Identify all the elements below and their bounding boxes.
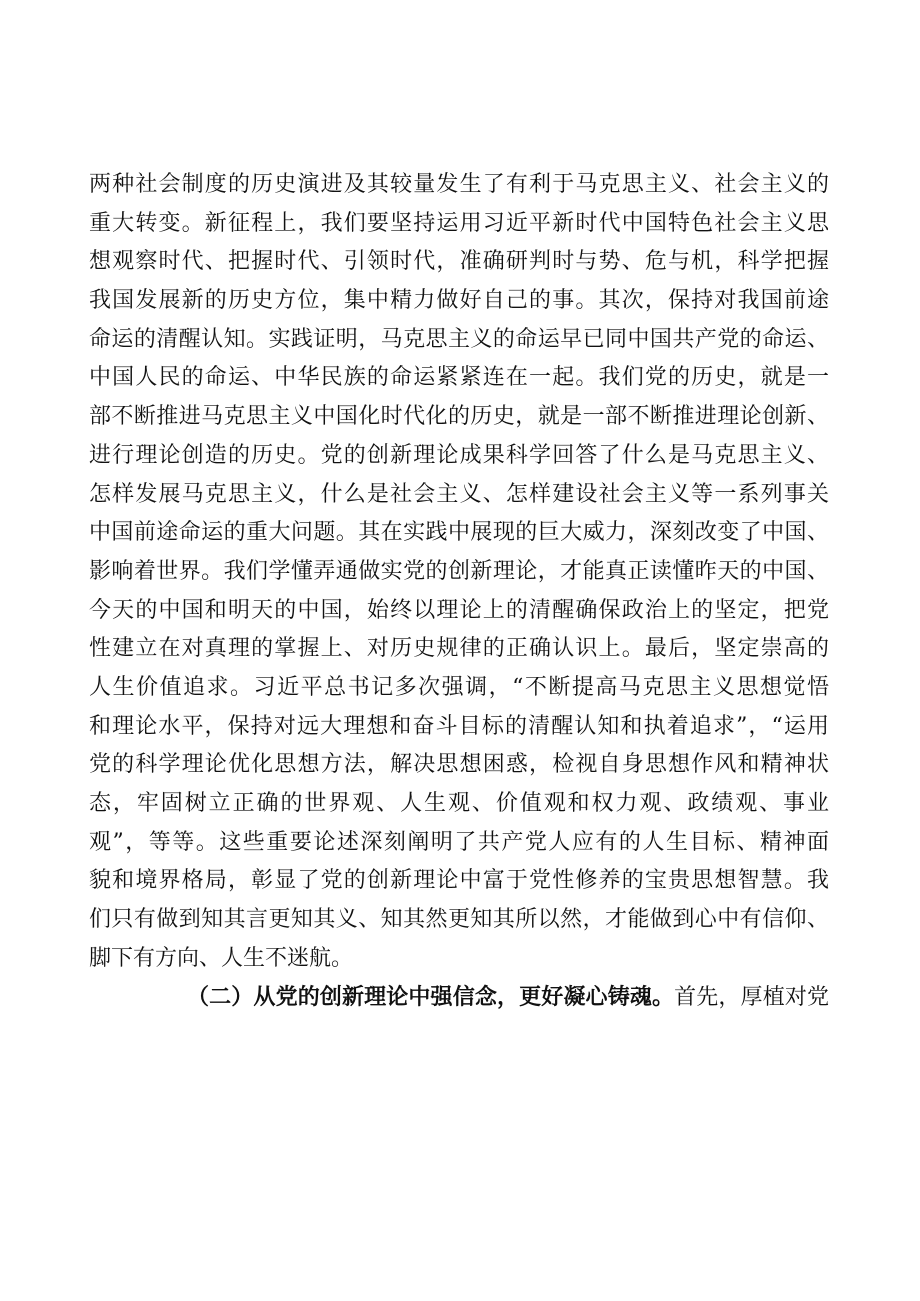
text-line: 貌和境界格局，彰显了党的创新理论中富于党性修养的宝贵思想智慧。我 [89,868,829,894]
section-continuation: 首先，厚植对党 [674,985,829,1011]
text-line: 态，牢固树立正确的世界观、人生观、价值观和权力观、政绩观、事业 [89,791,829,816]
text-line: 两种社会制度的历史演进及其较量发生了有利于马克思主义、社会主义的 [89,172,829,197]
text-line: 中国人民的命运、中华民族的命运紧紧连在一起。我们党的历史，就是一 [89,365,829,391]
text-line: 观”，等等。这些重要论述深刻阐明了共产党人应有的人生目标、精神面 [89,829,829,855]
text-line: 性建立在对真理的掌握上、对历史规律的正确认识上。最后，坚定崇高的 [89,636,829,662]
text-line: 进行理论创造的历史。党的创新理论成果科学回答了什么是马克思主义、 [89,442,829,468]
text-line: 重大转变。新征程上，我们要坚持运用习近平新时代中国特色社会主义思 [89,210,829,236]
text-line: 党的科学理论优化思想方法，解决思想困惑，检视自身思想作风和精神状 [89,752,829,778]
text-line: 影响着世界。我们学懂弄通做实党的创新理论，才能真正读懂昨天的中国、 [89,558,829,584]
text-line: 中国前途命运的重大问题。其在实践中展现的巨大威力，深刻改变了中国、 [89,520,829,546]
body-text [89,166,829,1017]
section-heading: （二）从党的创新理论中强信念，更好凝心铸魂。 [187,984,675,1011]
text-line: 和理论水平，保持对远大理想和奋斗目标的清醒认知和执着追求”，“运用 [89,713,829,739]
text-line: 们只有做到知其言更知其义、知其然更知其所以然，才能做到心中有信仰、 [89,907,829,933]
text-line: 命运的清醒认知。实践证明，马克思主义的命运早已同中国共产党的命运、 [89,326,829,352]
text-line: 想观察时代、把握时代、引领时代，准确研判时与势、危与机，科学把握 [89,249,829,275]
text-line: 人生价值追求。习近平总书记多次强调，“不断提高马克思主义思想觉悟 [89,674,829,700]
text-line: 部不断推进马克思主义中国化时代化的历史，就是一部不断推进理论创新、 [89,404,829,430]
text-line: 我国发展新的历史方位，集中精力做好自己的事。其次，保持对我国前途 [89,288,829,314]
text-line: 今天的中国和明天的中国，始终以理论上的清醒确保政治上的坚定，把党 [89,597,829,623]
text-line: 怎样发展马克思主义，什么是社会主义、怎样建设社会主义等一系列事关 [89,481,829,507]
section-heading-line [89,978,829,1017]
text-line: 脚下有方向、人生不迷航。 [89,945,354,971]
